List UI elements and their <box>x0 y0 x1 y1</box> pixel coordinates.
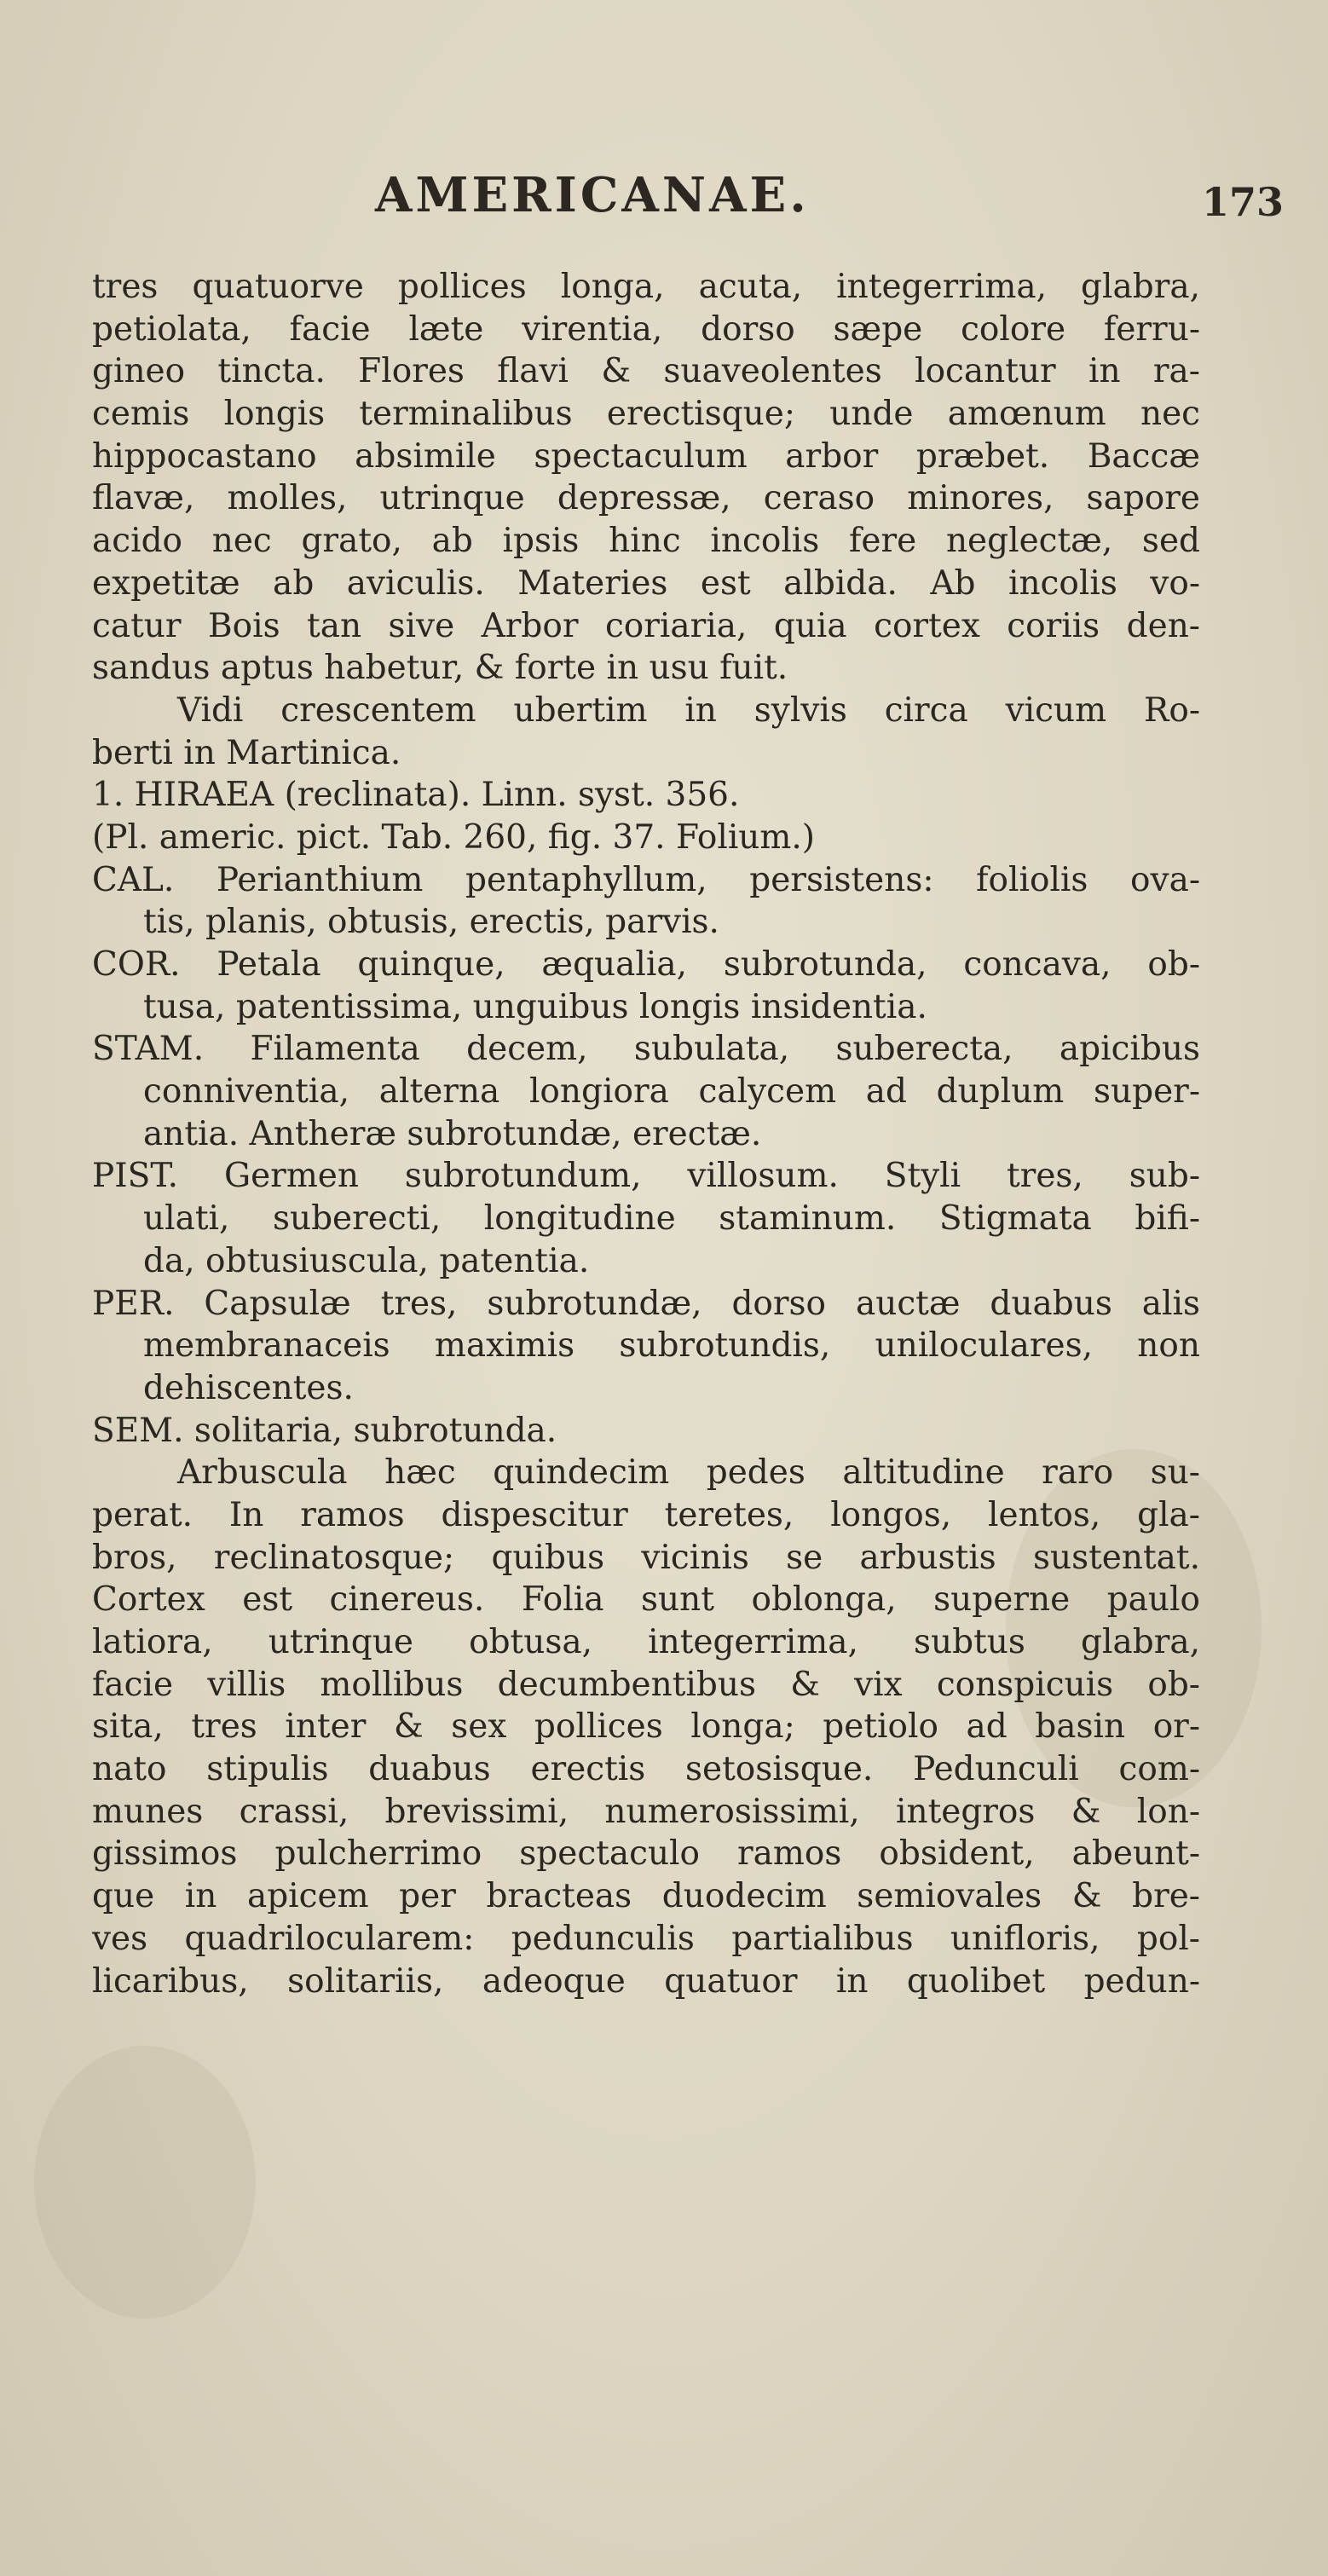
text-line: 1. HIRAEA (reclinata). Linn. syst. 356. <box>92 776 740 815</box>
text-line: SEM. solitaria, subrotunda. <box>92 1411 557 1450</box>
running-title: AMERICANAE. <box>375 167 810 223</box>
text-line: tis, planis, obtusis, erectis, parvis. <box>143 903 719 942</box>
text-line: latiora, utrinque obtusa, integerrima, subtus glabra, <box>92 1623 1200 1661</box>
text-line: gissimos pulcherrimo spectaculo ramos obsident, abeunt- <box>92 1834 1200 1874</box>
text-line: acido nec grato, ab ipsis hinc incolis fere neglectæ, sed <box>92 522 1200 561</box>
text-line: berti in Martinica. <box>92 733 401 772</box>
text-line: Arbuscula hæc quindecim pedes altitudine raro su- <box>177 1453 1200 1493</box>
text-line: CAL. Perianthium pentaphyllum, persistens: foliolis ova- <box>92 860 1200 899</box>
text-line: perat. In ramos dispescitur teretes, longos, lentos, gla- <box>92 1495 1200 1534</box>
page-number: 173 <box>1202 179 1285 225</box>
text-line: membranaceis maximis subrotundis, uniloculares, non <box>143 1326 1200 1366</box>
text-line: da, obtusiuscula, patentia. <box>143 1241 590 1280</box>
text-line: flavæ, molles, utrinque depressæ, ceraso minores, sapore <box>92 479 1200 518</box>
text-line: sandus aptus habetur, & forte in usu fuit. <box>92 649 788 688</box>
paper-stain <box>34 2046 256 2319</box>
running-head <box>0 167 1328 227</box>
text-line: STAM. Filamenta decem, subulata, suberecta, apicibus <box>92 1030 1200 1069</box>
text-line: catur Bois tan sive Arbor coriaria, quia cortex coriis den- <box>92 606 1200 645</box>
text-line: facie villis mollibus decumbentibus & vix conspicuis ob- <box>92 1665 1200 1704</box>
text-line: antia. Antheræ subrotundæ, erectæ. <box>143 1114 762 1153</box>
text-line: que in apicem per bracteas duodecim semiovales & bre- <box>92 1877 1200 1916</box>
text-line: petiolata, facie læte virentia, dorso sæpe colore ferru- <box>92 309 1200 349</box>
text-line: dehiscentes. <box>143 1368 354 1407</box>
text-line: sita, tres inter & sex pollices longa; petiolo ad basin or- <box>92 1707 1200 1747</box>
text-line: tusa, patentissima, unguibus longis insidentia. <box>143 987 927 1026</box>
text-line: (Pl. americ. pict. Tab. 260, fig. 37. Folium.) <box>92 817 816 857</box>
text-line: PER. Capsulæ tres, subrotundæ, dorso auctæ duabus alis <box>92 1284 1200 1323</box>
text-line: ves quadrilocularem: pedunculis partialibus unifloris, pol- <box>92 1919 1200 1958</box>
text-line: expetitæ ab aviculis. Materies est albida. Ab incolis vo- <box>92 563 1200 603</box>
text-line: COR. Petala quinque, æqualia, subrotunda, concava, ob- <box>92 945 1200 984</box>
text-line: nato stipulis duabus erectis setosisque. Pedunculi com- <box>92 1750 1200 1789</box>
text-line: Vidi crescentem ubertim in sylvis circa vicum Ro- <box>177 690 1200 730</box>
text-line: conniventia, alterna longiora calycem ad duplum super- <box>143 1072 1200 1112</box>
text-line: bros, reclinatosque; quibus vicinis se arbustis sustentat. <box>92 1538 1200 1577</box>
text-line: PIST. Germen subrotundum, villosum. Styli tres, sub- <box>92 1157 1200 1196</box>
text-line: hippocastano absimile spectaculum arbor præbet. Baccæ <box>92 436 1200 476</box>
text-block <box>92 266 1200 2002</box>
text-line: cemis longis terminalibus erectisque; unde amœnum nec <box>92 395 1200 434</box>
text-line: Cortex est cinereus. Folia sunt oblonga, superne paulo <box>92 1580 1200 1620</box>
text-line: tres quatuorve pollices longa, acuta, integerrima, glabra, <box>92 268 1200 306</box>
text-line: munes crassi, brevissimi, numerosissimi, integros & lon- <box>92 1792 1200 1831</box>
text-line: ulati, suberecti, longitudine staminum. Stigmata bifi- <box>143 1199 1200 1239</box>
text-line: licaribus, solitariis, adeoque quatuor in quolibet pedun- <box>92 1961 1200 2001</box>
text-line: gineo tincta. Flores flavi & suaveolentes locantur in ra- <box>92 352 1200 391</box>
